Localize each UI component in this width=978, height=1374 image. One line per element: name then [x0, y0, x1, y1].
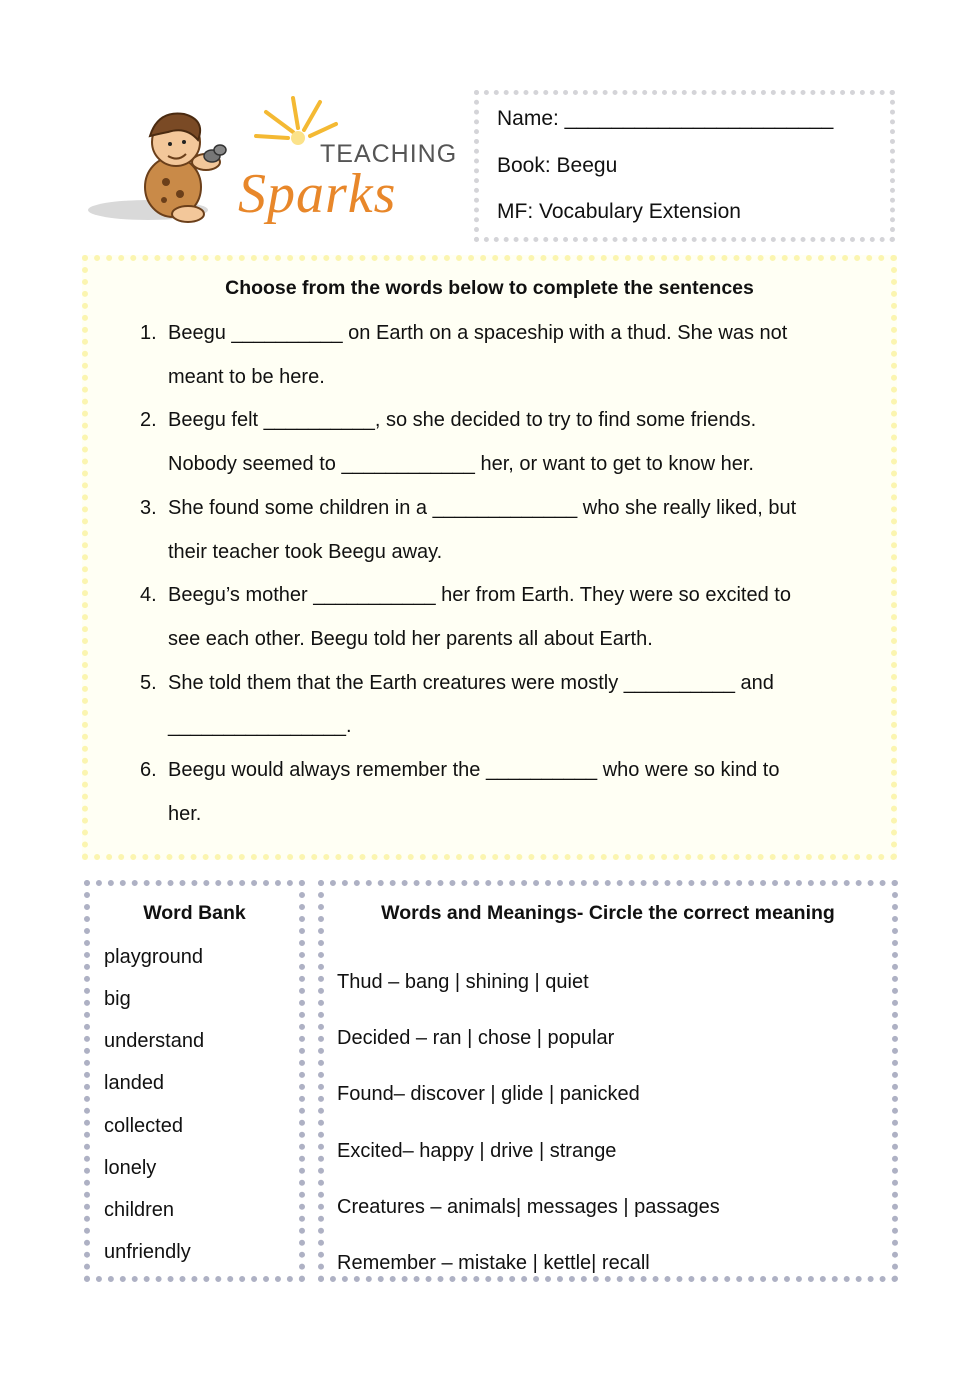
word-bank-title: Word Bank — [143, 902, 246, 924]
name-field[interactable]: Name: _______________________ — [497, 107, 834, 130]
meanings-title: Words and Meanings- Circle the correct meaning — [381, 902, 835, 924]
word-bank-item: big — [104, 988, 131, 1010]
logo-sparks-text: Sparks — [238, 163, 397, 225]
exercise-title: Choose from the words below to complete the sentences — [225, 277, 754, 299]
question-number: 6. — [140, 759, 157, 781]
question-line: meant to be here. — [168, 366, 325, 388]
mf-label: MF: Vocabulary Extension — [497, 200, 741, 223]
teaching-sparks-logo — [88, 92, 463, 237]
logo-teaching-text: TEACHING — [320, 140, 458, 168]
question-line: Beegu __________ on Earth on a spaceship with a thud. She was not — [168, 322, 788, 344]
question-line: her. — [168, 803, 202, 825]
question-line: Beegu would always remember the __________ who were so kind to — [168, 759, 780, 781]
meaning-item: Found– discover | glide | panicked — [337, 1083, 640, 1105]
book-label: Book: Beegu — [497, 154, 618, 177]
word-bank-item: landed — [104, 1072, 165, 1094]
word-bank-item: unfriendly — [104, 1241, 191, 1263]
meaning-item: Decided – ran | chose | popular — [337, 1027, 615, 1049]
question-number: 1. — [140, 322, 157, 344]
meaning-item: Thud – bang | shining | quiet — [337, 971, 589, 993]
student-info-box — [474, 90, 895, 242]
question-number: 5. — [140, 672, 157, 694]
meaning-item: Creatures – animals| messages | passages — [337, 1196, 720, 1218]
word-bank-box — [84, 880, 305, 1282]
question-line: She told them that the Earth creatures were mostly __________ and — [168, 672, 774, 694]
question-number: 3. — [140, 497, 157, 519]
question-line: Nobody seemed to ____________ her, or want to get to know her. — [168, 453, 754, 475]
question-line: Beegu felt __________, so she decided to try to find some friends. — [168, 409, 757, 431]
meaning-item: Excited– happy | drive | strange — [337, 1140, 617, 1162]
question-number: 2. — [140, 409, 157, 431]
word-bank-item: understand — [104, 1030, 205, 1052]
question-line: see each other. Beegu told her parents all about Earth. — [168, 628, 653, 650]
question-line: ________________. — [168, 715, 352, 737]
word-bank-item: playground — [104, 946, 203, 968]
question-line: their teacher took Beegu away. — [168, 541, 443, 563]
question-line: Beegu’s mother ___________ her from Earth. They were so excited to — [168, 584, 791, 606]
word-bank-item: lonely — [104, 1157, 157, 1179]
question-number: 4. — [140, 584, 157, 606]
word-bank-item: collected — [104, 1115, 183, 1137]
word-meanings-box — [318, 880, 898, 1282]
word-bank-item: children — [104, 1199, 175, 1221]
meaning-item: Remember – mistake | kettle| recall — [337, 1252, 650, 1274]
sentence-completion-box — [82, 255, 897, 860]
question-line: She found some children in a _____________ who she really liked, but — [168, 497, 797, 519]
